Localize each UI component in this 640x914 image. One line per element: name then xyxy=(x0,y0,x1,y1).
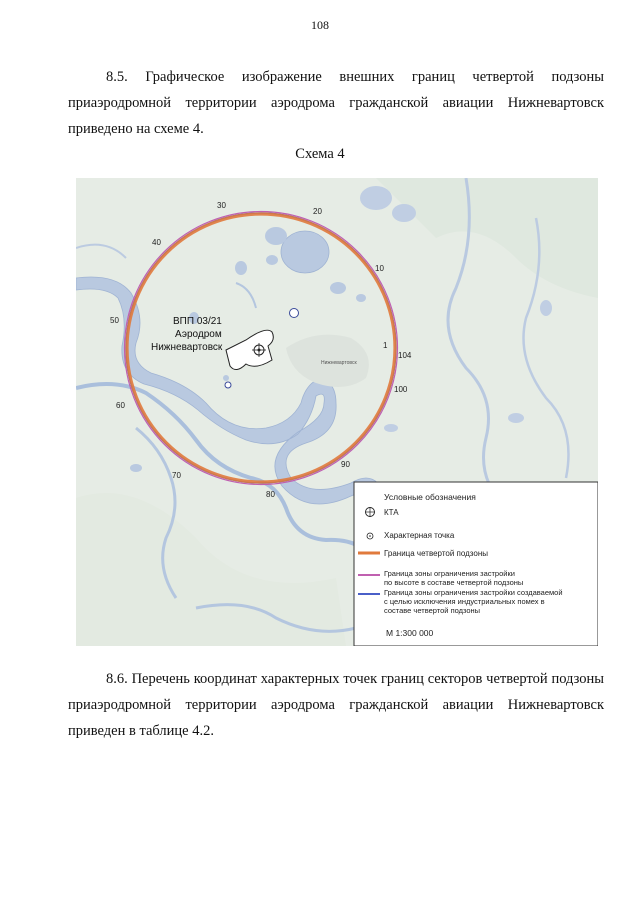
characteristic-point-marker xyxy=(290,309,299,318)
airport-label-line-2: Аэродром xyxy=(175,329,222,340)
point-label: 50 xyxy=(110,316,119,325)
lake xyxy=(508,413,524,423)
point-label: 90 xyxy=(341,460,350,469)
paragraph-8-6 xyxy=(68,666,604,744)
paragraph-text: 8.6. Перечень координат характерных точек границ секторов четвертой подзоны приаэродромной территории аэродрома гражданской авиации Нижневартовск приведен в таблице 4.2. xyxy=(68,671,604,739)
point-label: 100 xyxy=(394,385,408,394)
legend-label-kta: КТА xyxy=(384,508,399,517)
legend xyxy=(354,482,598,646)
lake xyxy=(223,375,229,381)
point-label: 20 xyxy=(313,207,322,216)
paragraph-8-5 xyxy=(68,64,604,142)
lake xyxy=(360,186,392,210)
point-label: 30 xyxy=(217,201,226,210)
characteristic-point-icon xyxy=(369,535,371,537)
legend-box xyxy=(354,482,598,646)
airport-label-line-3: Нижневартовск xyxy=(151,342,223,353)
point-label: 10 xyxy=(375,264,384,273)
lake xyxy=(392,204,416,222)
lake xyxy=(356,294,366,302)
map-scale: М 1:300 000 xyxy=(386,628,434,638)
point-label: 80 xyxy=(266,490,275,499)
point-label: 60 xyxy=(116,401,125,410)
lake xyxy=(130,464,142,472)
lake xyxy=(540,300,552,316)
point-label: 40 xyxy=(152,238,161,247)
legend-label-industrial-limit: составе четвертой подзоны xyxy=(384,606,481,615)
town-label: Нижневартовск xyxy=(321,360,357,366)
legend-label-height-limit: по высоте в составе четвертой подзоны xyxy=(384,578,524,587)
lake xyxy=(235,261,247,275)
lake xyxy=(266,255,278,265)
map-image xyxy=(76,178,598,646)
legend-label-fourth-subzone: Граница четвертой подзоны xyxy=(384,549,489,558)
legend-label-point: Характерная точка xyxy=(384,531,455,540)
airport-label-line-1: ВПП 03/21 xyxy=(173,316,222,327)
page-number: 108 xyxy=(311,18,329,32)
legend-label-industrial-limit: Граница зоны ограничения застройки создаваемой xyxy=(384,588,563,597)
characteristic-point-marker xyxy=(225,382,231,388)
lake xyxy=(281,231,329,273)
legend-label-height-limit: Граница зоны ограничения застройки xyxy=(384,569,515,578)
legend-label-industrial-limit: с целью исключения индустриальных помех в xyxy=(384,597,545,606)
lake xyxy=(330,282,346,294)
point-label: 70 xyxy=(172,471,181,480)
point-label: 104 xyxy=(398,351,412,360)
legend-title: Условные обозначения xyxy=(384,492,476,502)
lake xyxy=(384,424,398,432)
scheme-map xyxy=(76,178,598,646)
lake xyxy=(265,227,287,245)
scheme-caption: Схема 4 xyxy=(295,146,345,162)
paragraph-text: 8.5. Графическое изображение внешних границ четвертой подзоны приаэродромной территории аэродрома гражданской авиации Нижневартовск приведено на схеме 4. xyxy=(68,69,604,137)
point-label: 1 xyxy=(383,341,388,350)
